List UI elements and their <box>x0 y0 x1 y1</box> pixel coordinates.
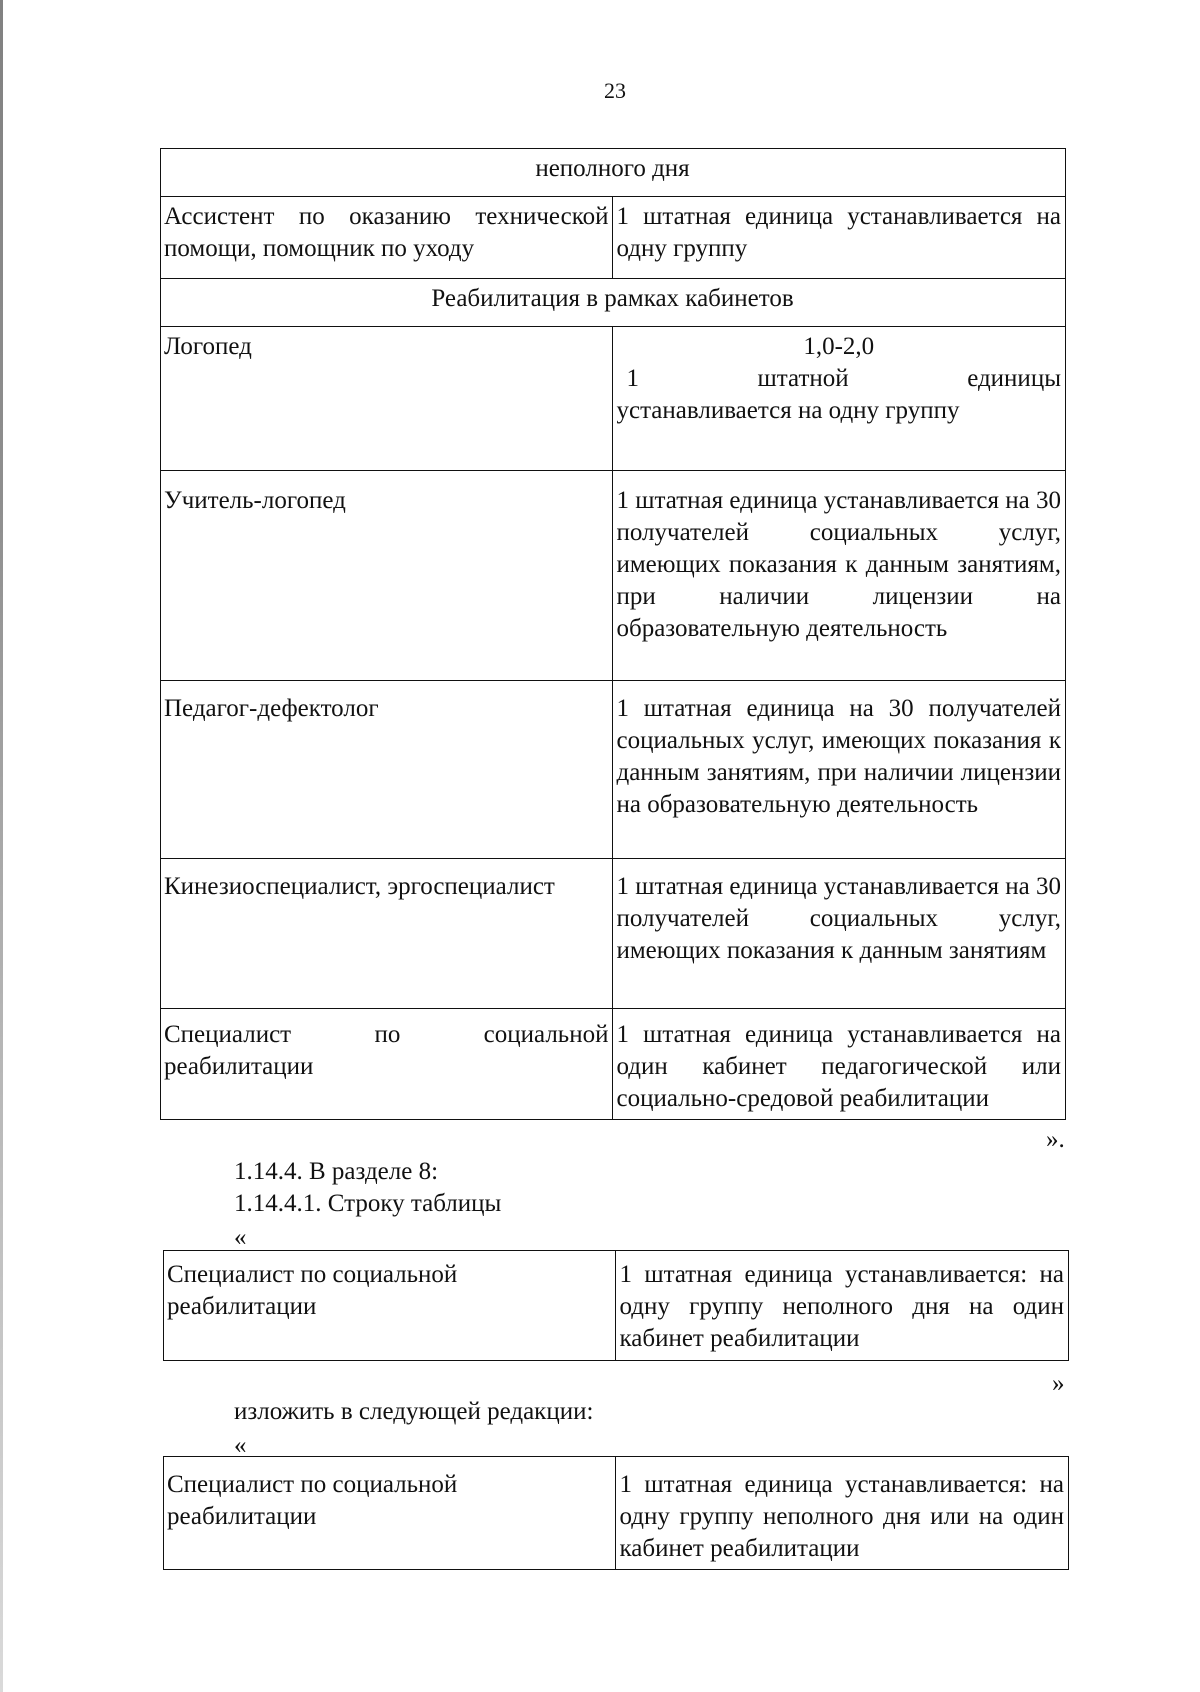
table-cell-position: Специалист по социальной реабилитации <box>161 1009 613 1120</box>
table-cell-norm <box>613 327 1066 471</box>
table-cell-norm: 1 штатная единица устанавливается на 30 получателей социальных услуг, имеющих показания к данным занятиям <box>613 859 1066 1009</box>
table-row <box>161 149 1066 197</box>
table-row <box>161 859 1066 1009</box>
opening-quote: « <box>234 1224 247 1251</box>
subsection-line: 1.14.4.1. Строку таблицы <box>234 1190 502 1217</box>
opening-quote: « <box>234 1432 247 1459</box>
replace-line: изложить в следующей редакции: <box>234 1398 594 1425</box>
page-number: 23 <box>604 78 626 103</box>
norm-line: 1 штатной единицы <box>626 365 1061 392</box>
table-row <box>164 1251 1069 1361</box>
table-row <box>161 279 1066 327</box>
staffing-table <box>160 148 1066 1120</box>
norm-line: устанавливается на одну группу <box>616 397 960 424</box>
table-section-header: Реабилитация в рамках кабинетов <box>161 279 1066 327</box>
table-cell-position: Логопед <box>161 327 613 471</box>
table-cell-position: Специалист по социальной реабилитации <box>164 1457 616 1570</box>
table-cell-norm: 1 штатная единица устанавливается: на одну группу неполного дня на один кабинет реабилитации <box>616 1251 1069 1361</box>
table-row <box>161 197 1066 279</box>
table-row <box>161 681 1066 859</box>
table-row <box>161 1009 1066 1120</box>
scan-edge <box>0 0 3 1692</box>
table-cell-norm: 1 штатная единица устанавливается на 30 получателей социальных услуг, имеющих показания к данным занятиям, при наличии лицензии на образовательную деятельность <box>613 471 1066 681</box>
table-cell-position: Кинезиоспециалист, эргоспециалист <box>161 859 613 1009</box>
table-row <box>161 327 1066 471</box>
table-cell-continuation: неполного дня <box>161 149 1066 197</box>
section-line: 1.14.4. В разделе 8: <box>234 1158 439 1185</box>
current-row-table <box>163 1250 1069 1361</box>
table-cell-position: Педагог-дефектолог <box>161 681 613 859</box>
new-row-table <box>163 1456 1069 1570</box>
table-row <box>164 1457 1069 1570</box>
table-cell-position: Ассистент по оказанию технической помощи, помощник по уходу <box>161 197 613 279</box>
table-cell-norm: 1 штатная единица на 30 получателей социальных услуг, имеющих показания к данным занятиям, при наличии лицензии на образовательную деятельность <box>613 681 1066 859</box>
closing-quote: ». <box>1046 1126 1065 1153</box>
table-cell-norm: 1 штатная единица устанавливается: на одну группу неполного дня или на один кабинет реабилитации <box>616 1457 1069 1570</box>
norm-range: 1,0-2,0 <box>803 333 875 360</box>
closing-quote: » <box>1052 1370 1065 1397</box>
table-cell-norm: 1 штатная единица устанавливается на один кабинет педагогической или социально-средовой реабилитации <box>613 1009 1066 1120</box>
table-cell-norm: 1 штатная единица устанавливается на одну группу <box>613 197 1066 279</box>
table-row <box>161 471 1066 681</box>
table-cell-position: Учитель-логопед <box>161 471 613 681</box>
table-cell-position: Специалист по социальной реабилитации <box>164 1251 616 1361</box>
